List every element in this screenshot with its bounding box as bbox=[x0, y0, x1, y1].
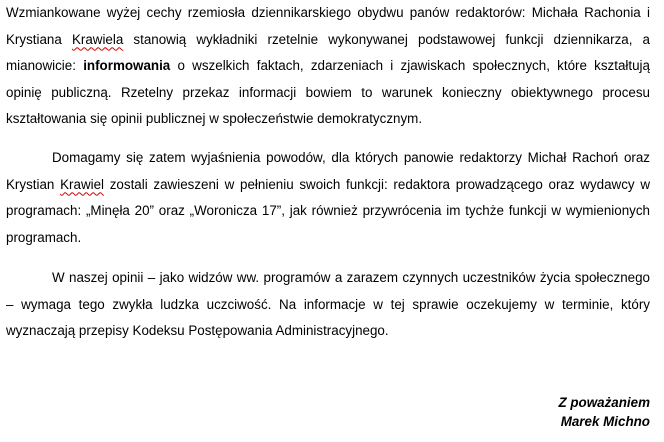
misspelled-name-krawiela[interactable]: Krawiela bbox=[71, 31, 124, 47]
paragraph-2-text-b: zostali zawieszeni w pełnieniu swoich funkcji: redaktora prowadzącego oraz wydawcy w programach: „Minęła 20” oraz „Woronicza 17”, jak również przywrócenia im tychże funkcji w wymienionych programach. bbox=[6, 176, 651, 245]
misspelled-name-krawiel[interactable]: Krawiel bbox=[60, 176, 105, 192]
paragraph-2 bbox=[6, 145, 650, 251]
signature-closing: Z poważaniem bbox=[558, 395, 650, 410]
paragraph-2-text-a: Domagamy się zatem wyjaśnienia powodów, dla których panowie redaktorzy Michał Rachoń oraz Krystian bbox=[6, 150, 650, 192]
signature-block bbox=[558, 393, 650, 431]
paragraph-1-text-b: stanowią wykładniki rzetelnie wykonywanej podstawowej funkcji dziennikarza, a mianowicie: bbox=[6, 31, 650, 73]
paragraph-3 bbox=[6, 265, 650, 345]
paragraph-1-text-a: Wzmiankowane wyżej cechy rzemiosła dziennikarskiego obydwu panów redaktorów: Michała Rachonia i Krystiana bbox=[6, 5, 650, 47]
paragraph-3-text: W naszej opinii – jako widzów ww. programów a zarazem czynnych uczestników życia społecznego – wymaga tego zwykła ludzka uczciwość. Na informacje w tej sprawie oczekujemy w terminie, który wyznaczają przepisy Kodeksu Postępowania Administracyjnego. bbox=[6, 270, 650, 338]
signature-name: Marek Michno bbox=[560, 414, 650, 429]
paragraph-1 bbox=[6, 0, 650, 133]
bold-word-informowania: informowania bbox=[83, 58, 171, 73]
paragraph-1-text-c: o wszelkich faktach, zdarzeniach i zjawiskach społecznych, które kształtują opinię publiczną. Rzetelny przekaz informacji bowiem to warunek konieczny obiektywnego procesu kształtowania się opinii publicznej w społeczeństwie demokratycznym. bbox=[6, 58, 650, 126]
